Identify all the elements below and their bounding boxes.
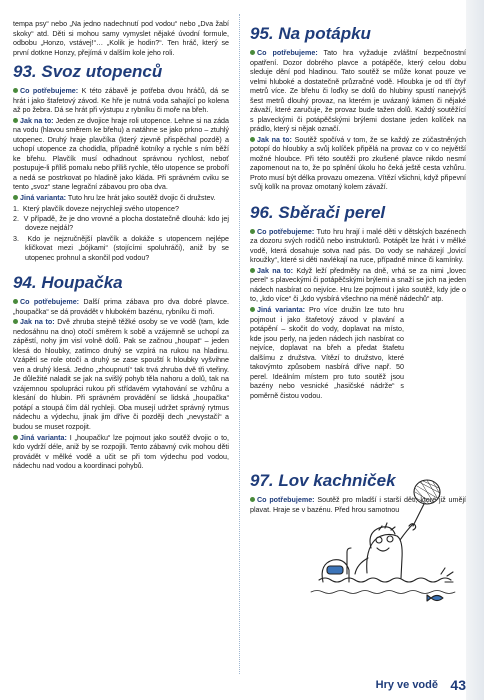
bullet-icon [13,299,18,304]
section-96-heading: 96. Sběrači perel [250,202,386,222]
section-93-needs: Co potřebujeme: K této zábavě je potřeba dvou hráčů, dá se hrát i jako štafetový závod. Ke hře je nutná voda sahající po kolena až po žebra. Dá se hrát při výstupu z rybníku či moře na břeh. [13,87,230,114]
bullet-icon [250,307,255,312]
bullet-icon [250,137,255,142]
list-item: 1. Který plavčík doveze nejrychleji svého utopence? [13,204,179,213]
section-94-how: Jak na to: Dvě zhruba stejně těžké osoby se ve vodě (tam, kde nedosáhnu na dno) otočí směrem k sobě a vzájemně se uchopí za zápěstí, nohy jim visí volně dolů. Pak se začnou „houpat“ – jeden klesá do hloubky, zatímco druhý se vzpírá na rukou na hladinu. Vzápětí se role otočí a druhý se zase spouští k hloubky vyšvihne ven a druhý klesá. Jedno „zhoupnutí“ tak trvá zhruba dvě tři vteřiny. Je důležité naladit se jak na svišlý pohyb těla nahoru a dolů, tak na vzájemnou spolupráci rukou při střídavém vytahování se vzhůru a klesání do hlubin. Při správném provádění se lidská „houpačka“ potápí a stoupá čím dál rychleji. Oba musejí udržet správný rytmus nádechu a výdechu, jinak jim dříve či později dech „nevystačí“ a budou se muset rozpojit. [13,318,229,431]
section-94-heading: 94. Houpačka [13,273,123,293]
section-94-variant: Jiná varianta: I „houpačku“ lze pojmout jako soutěž dvojic o to, kdo vydrží déle, aniž by se rozpojili. Tento zábavný cvik mohou děti provádět v mělké vodě a učit se při tom výdechu pod vodou, nádechu nad vodou a koordinaci pohybů. [13,433,230,471]
section-93-variant: Jiná varianta: Tuto hru lze hrát jako soutěž dvojic či družstev. [13,194,229,204]
list-item: 3. Kdo je nejzručnější plavčík a dokáže s utopencem nejlépe kličkovat mezi „bójkami“ (stojícími spoluhráči), aniž by se utopenec prohnul a skončil pod vodou? [13,234,229,262]
section-93-heading: 93. Svoz utopenců [13,62,163,81]
section-96-needs: Co potřebujeme: Tuto hru hrají i malé děti v dětských bazénech za dozoru svých rodičů nebo instruktorů. Potápět lze hrát i v mělké vodě, která dosahuje sotva nad pás. Do vody se naházejí „lovicí kroužky“, které si děti navlékají na ruce, případně mince či kamínky. [250,227,466,265]
page-edge-shadow [466,0,484,700]
bullet-icon [13,195,18,200]
bullet-icon [13,88,18,93]
section-97-needs: Co potřebujeme: Soutěž pro mladší i starší děti, které již umějí plavat. Hraje se v bazénu. Před hrou samotnou [250,496,467,514]
bullet-icon [250,497,255,502]
pearl-diver-illustration [305,478,465,610]
section-95-needs: Co potřebujeme: Tato hra vyžaduje zvláštní bezpečnostní opatření. Dozor dobrého plavce a potápěče, který celou dobu sleduje dění pod hladinou. Tato soutěž se může konat pouze ve velmi hluboké a dostatečně průzračné vodě. Hloubka je od tří čtyř metrů více. Ze břehu či loďky se dolů do hlubiny spustí nanejvýš šest metrů dlouhý provaz, na kterém je uvázaný kámen či nějaké závaží, které zaručuje, že provaz bude tažen dolů. Každý soutěžící s plaveckými či potápěčskými brýlemi dostane jeden kolíček na prádlo, který si nějak označí. [250,49,467,133]
bullet-icon [13,319,18,324]
section-96-variant: Jiná varianta: Pro více družin lze tuto hru pojmout i jako štafetový závod v plavání a potápění – skočit do vody, doplavat na místo, kde jsou perly, na jeden nádech jich nasbírat co nejvíce, doplavat na břeh a předat štafetu dalšímu z družstva. Vítězí to družstvo, které takovýmto způsobem nasbírá dříve např. 50 perel. Ideálním místem pro tuto soutěž jsou bazény nebo vesnické „hasičské nádrže“ s poměrně čistou vodou. [250,306,405,400]
section-94-needs: Co potřebujeme: Další prima zábava pro dva dobré plavce. „houpačka“ se dá provádět v hlubokém bazénu, rybníku či moři. [13,298,229,316]
section-97-heading: 97. Lov kachniček [250,471,396,491]
list-item: 2. V případě, že je dno vrovné a plocha dostatečně dlouhá: kdo jej doveze nejdál? [13,214,229,233]
page-number: 43 [450,677,466,693]
section-95-heading: 95. Na potápku [250,24,371,43]
right-column [250,0,466,516]
running-title: Hry ve vodě [375,679,438,691]
section-96-how: Jak na to: Když leží předměty na dně, vrhá se za nimi „lovec perel“ s plaveckými či potápěčskými brýlemi a snaží se jich na jeden nádech nasbírat co nejvíce. Hru lze pojmout i jako soutěž, kdy jde o to, „kdo více“ či „kdo vysbírá všechno na méně nádechů“ atp. [250,266,467,304]
bullet-icon [250,50,255,55]
bullet-icon [250,229,255,234]
section-93-list [13,205,229,264]
bullet-icon [250,268,255,273]
section-93-how: Jak na to: Jeden ze dvojice hraje roli utopence. Lehne si na záda na vodu (hlavou směrem ke břehu) a natáhne se jako prkno – ztuhlý utopenec. Druhý hraje plavčíka (který zjevně přispěchal pozdě) a uchopí utopence za chodidla, případně kotníky a rychle s ním běží ke břehu. Plavčík musí odhadnout správnou rychlost, neboť postupuje-li příliš pomalu nebo příliš rychle, tělo utopence se proboří a nedá se postrkovat po hladině jako kláda. Při správném cviku se tento „svoz“ stane legrační zábavou pro oba dva. [13,116,229,192]
page-footer [308,678,468,694]
left-column [13,0,229,473]
bullet-icon [13,118,18,123]
bullet-icon [13,435,18,440]
intro-paragraph: tempa psy“ nebo „Na jedno nadechnutí pod vodou“ nebo „Dva žabí skoky“ atd. Děti si mohou samy vymyslet nějaké úvodní formule, odbobu „Honzo, vstávej!“… „Kolik je hodin?“. Ten hráč, který se první dotkne Honzy, přejímá v dalším kole jeho roli. [13,20,229,57]
section-95-how: Jak na to: Soutěž spočívá v tom, že se každý ze zúčastněných potopí do hloubky a svůj kolíček připělá na provaz co v co největší možné hloubce. Při této soutěži pro zkušené plavce nikdo nesmí zapomenout na to, že po splnění úkolu ho čeká ještě cesta vzhůru. Proto musí být délka provazu omezena. Vítězí všichni, když připevní svůj kolík na provaz omotaný kolem závaží. [250,135,466,192]
column-divider [239,14,240,674]
